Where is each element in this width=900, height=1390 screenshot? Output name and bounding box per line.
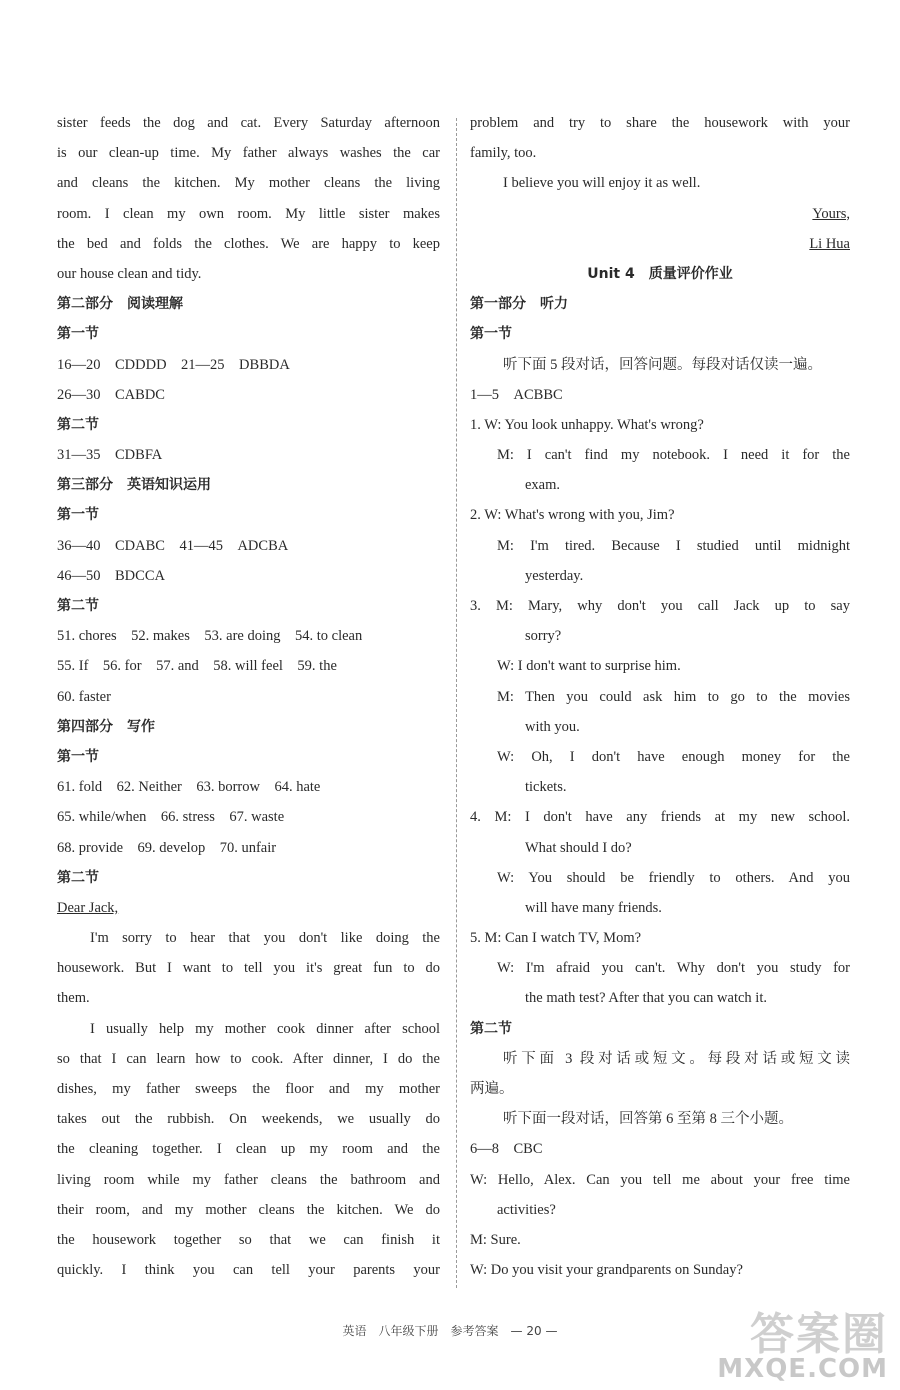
right-column-line: W: You should be friendly to others. And you bbox=[497, 869, 850, 886]
left-column-line: 第三部分 英语知识运用 bbox=[57, 477, 211, 494]
left-column-line: their room, and my mother cleans the kitchen. We do bbox=[57, 1201, 440, 1218]
left-column-line: quickly. I think you can tell your parents your bbox=[57, 1262, 440, 1279]
left-column bbox=[57, 108, 440, 1285]
left-column-line: is our clean-up time. My father always washes the car bbox=[57, 145, 440, 162]
left-column-line: 51. chores 52. makes 53. are doing 54. to clean bbox=[57, 628, 363, 645]
left-column-line: and cleans the kitchen. My mother cleans the living bbox=[57, 175, 440, 192]
right-column-line: What should I do? bbox=[525, 839, 632, 856]
right-column-line: Yours, bbox=[812, 205, 850, 222]
left-column-line: 68. provide 69. develop 70. unfair bbox=[57, 839, 277, 856]
right-column-line: I believe you will enjoy it as well. bbox=[503, 175, 701, 192]
right-column-line: W: I don't want to surprise him. bbox=[497, 658, 681, 675]
right-column-line: with you. bbox=[525, 718, 580, 735]
right-column-line: 1. W: You look unhappy. What's wrong? bbox=[470, 416, 704, 433]
left-column-line: 第二节 bbox=[57, 416, 99, 433]
right-column-line: 听下面 5 段对话，回答问题。每段对话仅读一遍。 bbox=[503, 356, 822, 373]
right-column-line: M: Sure. bbox=[470, 1231, 521, 1248]
right-column-line: M: Then you could ask him to go to the movies bbox=[497, 688, 850, 705]
right-column-line: the math test? After that you can watch it. bbox=[525, 990, 767, 1007]
left-column-line: 55. If 56. for 57. and 58. will feel 59. the bbox=[57, 658, 337, 675]
right-column-line: problem and try to share the housework with your bbox=[470, 115, 850, 131]
column-divider bbox=[456, 118, 457, 1288]
left-column-line: 第四部分 写作 bbox=[57, 718, 155, 735]
right-column-line: W: Do you visit your grandparents on Sunday? bbox=[470, 1262, 743, 1279]
right-column-line: Unit 4 质量评价作业 bbox=[587, 265, 733, 282]
left-column-line: 第一节 bbox=[57, 326, 99, 343]
left-column-line: the housework together so that we can finish it bbox=[57, 1231, 440, 1248]
left-column-line: 26—30 CABDC bbox=[57, 386, 165, 403]
right-column-line: 4. M: I don't have any friends at my new school. bbox=[470, 809, 850, 826]
right-column-line: 2. W: What's wrong with you, Jim? bbox=[470, 507, 675, 524]
right-column-line: sorry? bbox=[525, 628, 562, 645]
right-column-line: 第一部分 听力 bbox=[470, 296, 568, 313]
right-column-line: M: I can't find my notebook. I need it for the bbox=[497, 447, 850, 464]
right-column-line: activities? bbox=[497, 1201, 556, 1218]
watermark-bottom-text: MXQE.COM bbox=[717, 1354, 888, 1384]
right-column-line: 听下面一段对话，回答第 6 至第 8 三个小题。 bbox=[503, 1111, 793, 1128]
left-column-line: so that I can learn how to cook. After dinner, I do the bbox=[57, 1050, 440, 1067]
left-column-line: Dear Jack, bbox=[57, 899, 119, 916]
left-column-line: 36—40 CDABC 41—45 ADCBA bbox=[57, 537, 289, 554]
right-column-line: 1—5 ACBBC bbox=[470, 386, 563, 403]
right-column-line: 第二节 bbox=[470, 1020, 512, 1037]
right-column-line: Li Hua bbox=[809, 235, 850, 252]
left-column-line: 第一节 bbox=[57, 507, 99, 524]
left-column-line: 60. faster bbox=[57, 688, 111, 705]
right-column-line: 6—8 CBC bbox=[470, 1141, 543, 1158]
left-column-line: I'm sorry to hear that you don't like doing the bbox=[90, 930, 440, 947]
right-column-line: W: Oh, I don't have enough money for the bbox=[497, 748, 850, 765]
left-column-line: 46—50 BDCCA bbox=[57, 567, 165, 584]
left-column-line: sister feeds the dog and cat. Every Saturday afternoon bbox=[57, 115, 440, 131]
left-column-line: 第二节 bbox=[57, 598, 99, 614]
left-column-line: 65. while/when 66. stress 67. waste bbox=[57, 809, 285, 826]
left-column-line: 16—20 CDDDD 21—25 DBBDA bbox=[57, 356, 290, 373]
left-column-line: 第一节 bbox=[57, 748, 99, 765]
right-column-line: 3. M: Mary, why don't you call Jack up to say bbox=[470, 598, 850, 614]
left-column-line: 31—35 CDBFA bbox=[57, 447, 163, 464]
left-column-line: dishes, my father sweeps the floor and my mother bbox=[57, 1081, 440, 1097]
left-column-line: them. bbox=[57, 990, 90, 1007]
left-column-line: housework. But I want to tell you it's great fun to do bbox=[57, 960, 440, 977]
left-column-line: 第二节 bbox=[57, 869, 99, 886]
watermark-top-text: 答案圈 bbox=[750, 1309, 888, 1360]
right-column-line: W: Hello, Alex. Can you tell me about your free time bbox=[470, 1171, 850, 1188]
right-column-line: will have many friends. bbox=[525, 899, 662, 916]
watermark-logo bbox=[718, 1298, 888, 1384]
right-column-line: tickets. bbox=[525, 779, 567, 796]
right-column-line: 第一节 bbox=[470, 326, 512, 343]
right-column-line: 听下面 3 段对话或短文。每段对话或短文读 bbox=[503, 1050, 850, 1067]
left-column-line: living room while my father cleans the bathroom and bbox=[57, 1171, 440, 1188]
left-column-line: our house clean and tidy. bbox=[57, 265, 202, 282]
left-column-line: the cleaning together. I clean up my room and the bbox=[57, 1141, 440, 1158]
right-column-line: W: I'm afraid you can't. Why don't you study for bbox=[497, 960, 850, 977]
right-column-line: exam. bbox=[525, 477, 561, 494]
left-column-line: I usually help my mother cook dinner after school bbox=[90, 1020, 440, 1037]
right-column-line: yesterday. bbox=[525, 567, 584, 584]
left-column-line: the bed and folds the clothes. We are happy to keep bbox=[57, 235, 440, 252]
right-column-line: family, too. bbox=[470, 145, 537, 162]
left-column-line: takes out the rubbish. On weekends, we usually do bbox=[57, 1111, 440, 1128]
left-column-line: 61. fold 62. Neither 63. borrow 64. hate bbox=[57, 779, 321, 796]
left-column-line: room. I clean my own room. My little sister makes bbox=[57, 205, 440, 222]
page-footer: 英语 八年级下册 参考答案 — 20 — bbox=[342, 1324, 558, 1338]
right-column-line: 两遍。 bbox=[470, 1081, 514, 1097]
left-column-line: 第二部分 阅读理解 bbox=[57, 296, 183, 313]
right-column bbox=[470, 108, 850, 1285]
right-column-line: 5. M: Can I watch TV, Mom? bbox=[470, 930, 642, 947]
right-column-line: M: I'm tired. Because I studied until midnight bbox=[497, 537, 850, 554]
